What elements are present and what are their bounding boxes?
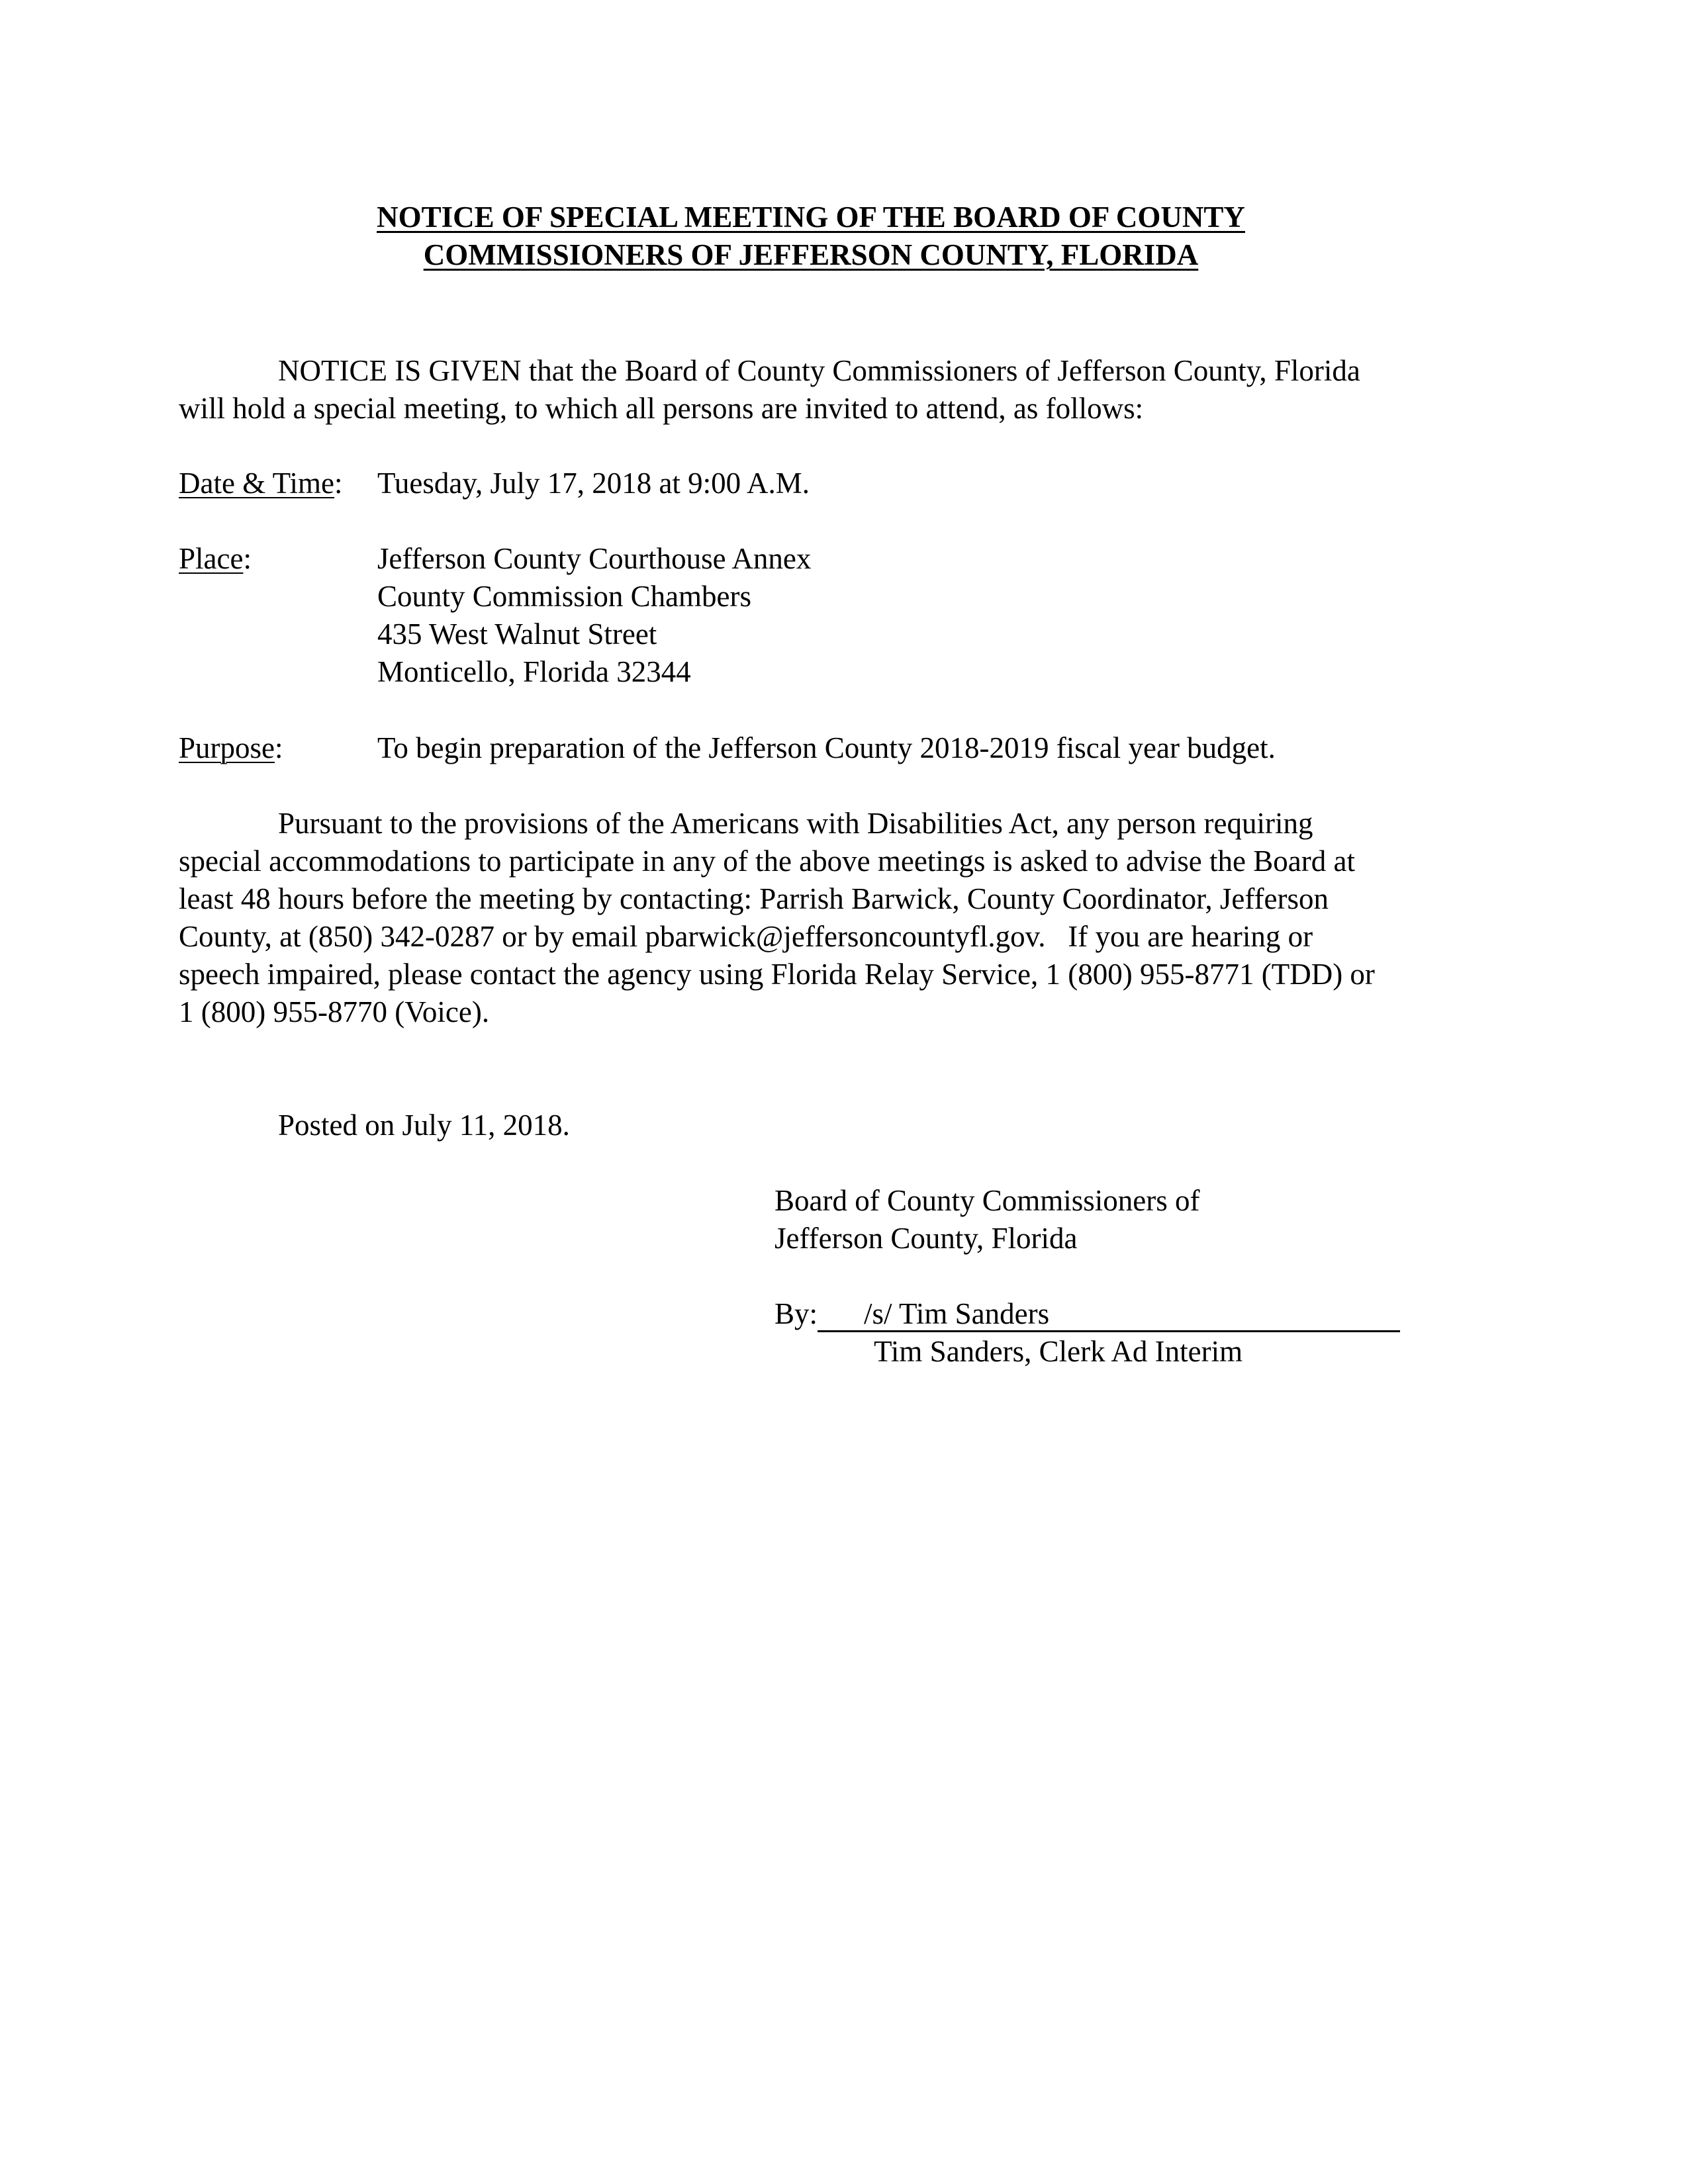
ada-line: Pursuant to the provisions of the Americans with Disabilities Act, any person requiring (278, 807, 1313, 840)
place-line: County Commission Chambers (377, 580, 752, 613)
place-line: Jefferson County Courthouse Annex (377, 542, 812, 575)
intro-paragraph (179, 352, 1523, 428)
ada-line: special accommodations to participate in any of the above meetings is asked to advise the Board at (179, 844, 1355, 878)
ada-line: County, at (850) 342-0287 or by email pbarwick@jeffersoncountyfl.gov. If you are hearing or (179, 920, 1313, 953)
ada-paragraph (179, 805, 1523, 1031)
signature-field: /s/ Tim Sanders (818, 1297, 1400, 1332)
posted-date: Posted on July 11, 2018. (278, 1109, 570, 1142)
signature-by-line: By: /s/ Tim Sanders (774, 1295, 1400, 1333)
intro-line: NOTICE IS GIVEN that the Board of County Commissioners of Jefferson County, Florida (278, 354, 1360, 387)
date-time-label: Date & Time: (179, 467, 343, 500)
document-title-line-2: COMMISSIONERS OF JEFFERSON COUNTY, FLORIDA (423, 238, 1199, 271)
signature-org-line: Jefferson County, Florida (774, 1222, 1078, 1255)
signature-org-line: Board of County Commissioners of (774, 1184, 1200, 1217)
signature-block (774, 1182, 1400, 1371)
purpose-value: To begin preparation of the Jefferson County 2018-2019 fiscal year budget. (377, 731, 1276, 764)
intro-line: will hold a special meeting, to which all persons are invited to attend, as follows: (179, 392, 1144, 425)
date-time-value: Tuesday, July 17, 2018 at 9:00 A.M. (377, 467, 810, 500)
place-label: Place: (179, 542, 252, 575)
place-address (377, 540, 811, 691)
document-title-line-1: NOTICE OF SPECIAL MEETING OF THE BOARD OF COUNTY (377, 201, 1245, 234)
place-line: Monticello, Florida 32344 (377, 655, 691, 688)
ada-line: 1 (800) 955-8770 (Voice). (179, 995, 490, 1028)
ada-line: least 48 hours before the meeting by contacting: Parrish Barwick, County Coordinator, Jefferson (179, 882, 1329, 915)
place-line: 435 West Walnut Street (377, 617, 657, 651)
purpose-label: Purpose: (179, 731, 283, 764)
signer-name-title: Tim Sanders, Clerk Ad Interim (874, 1335, 1243, 1368)
ada-line: speech impaired, please contact the agency using Florida Relay Service, 1 (800) 955-8771 (TDD) or (179, 958, 1375, 991)
